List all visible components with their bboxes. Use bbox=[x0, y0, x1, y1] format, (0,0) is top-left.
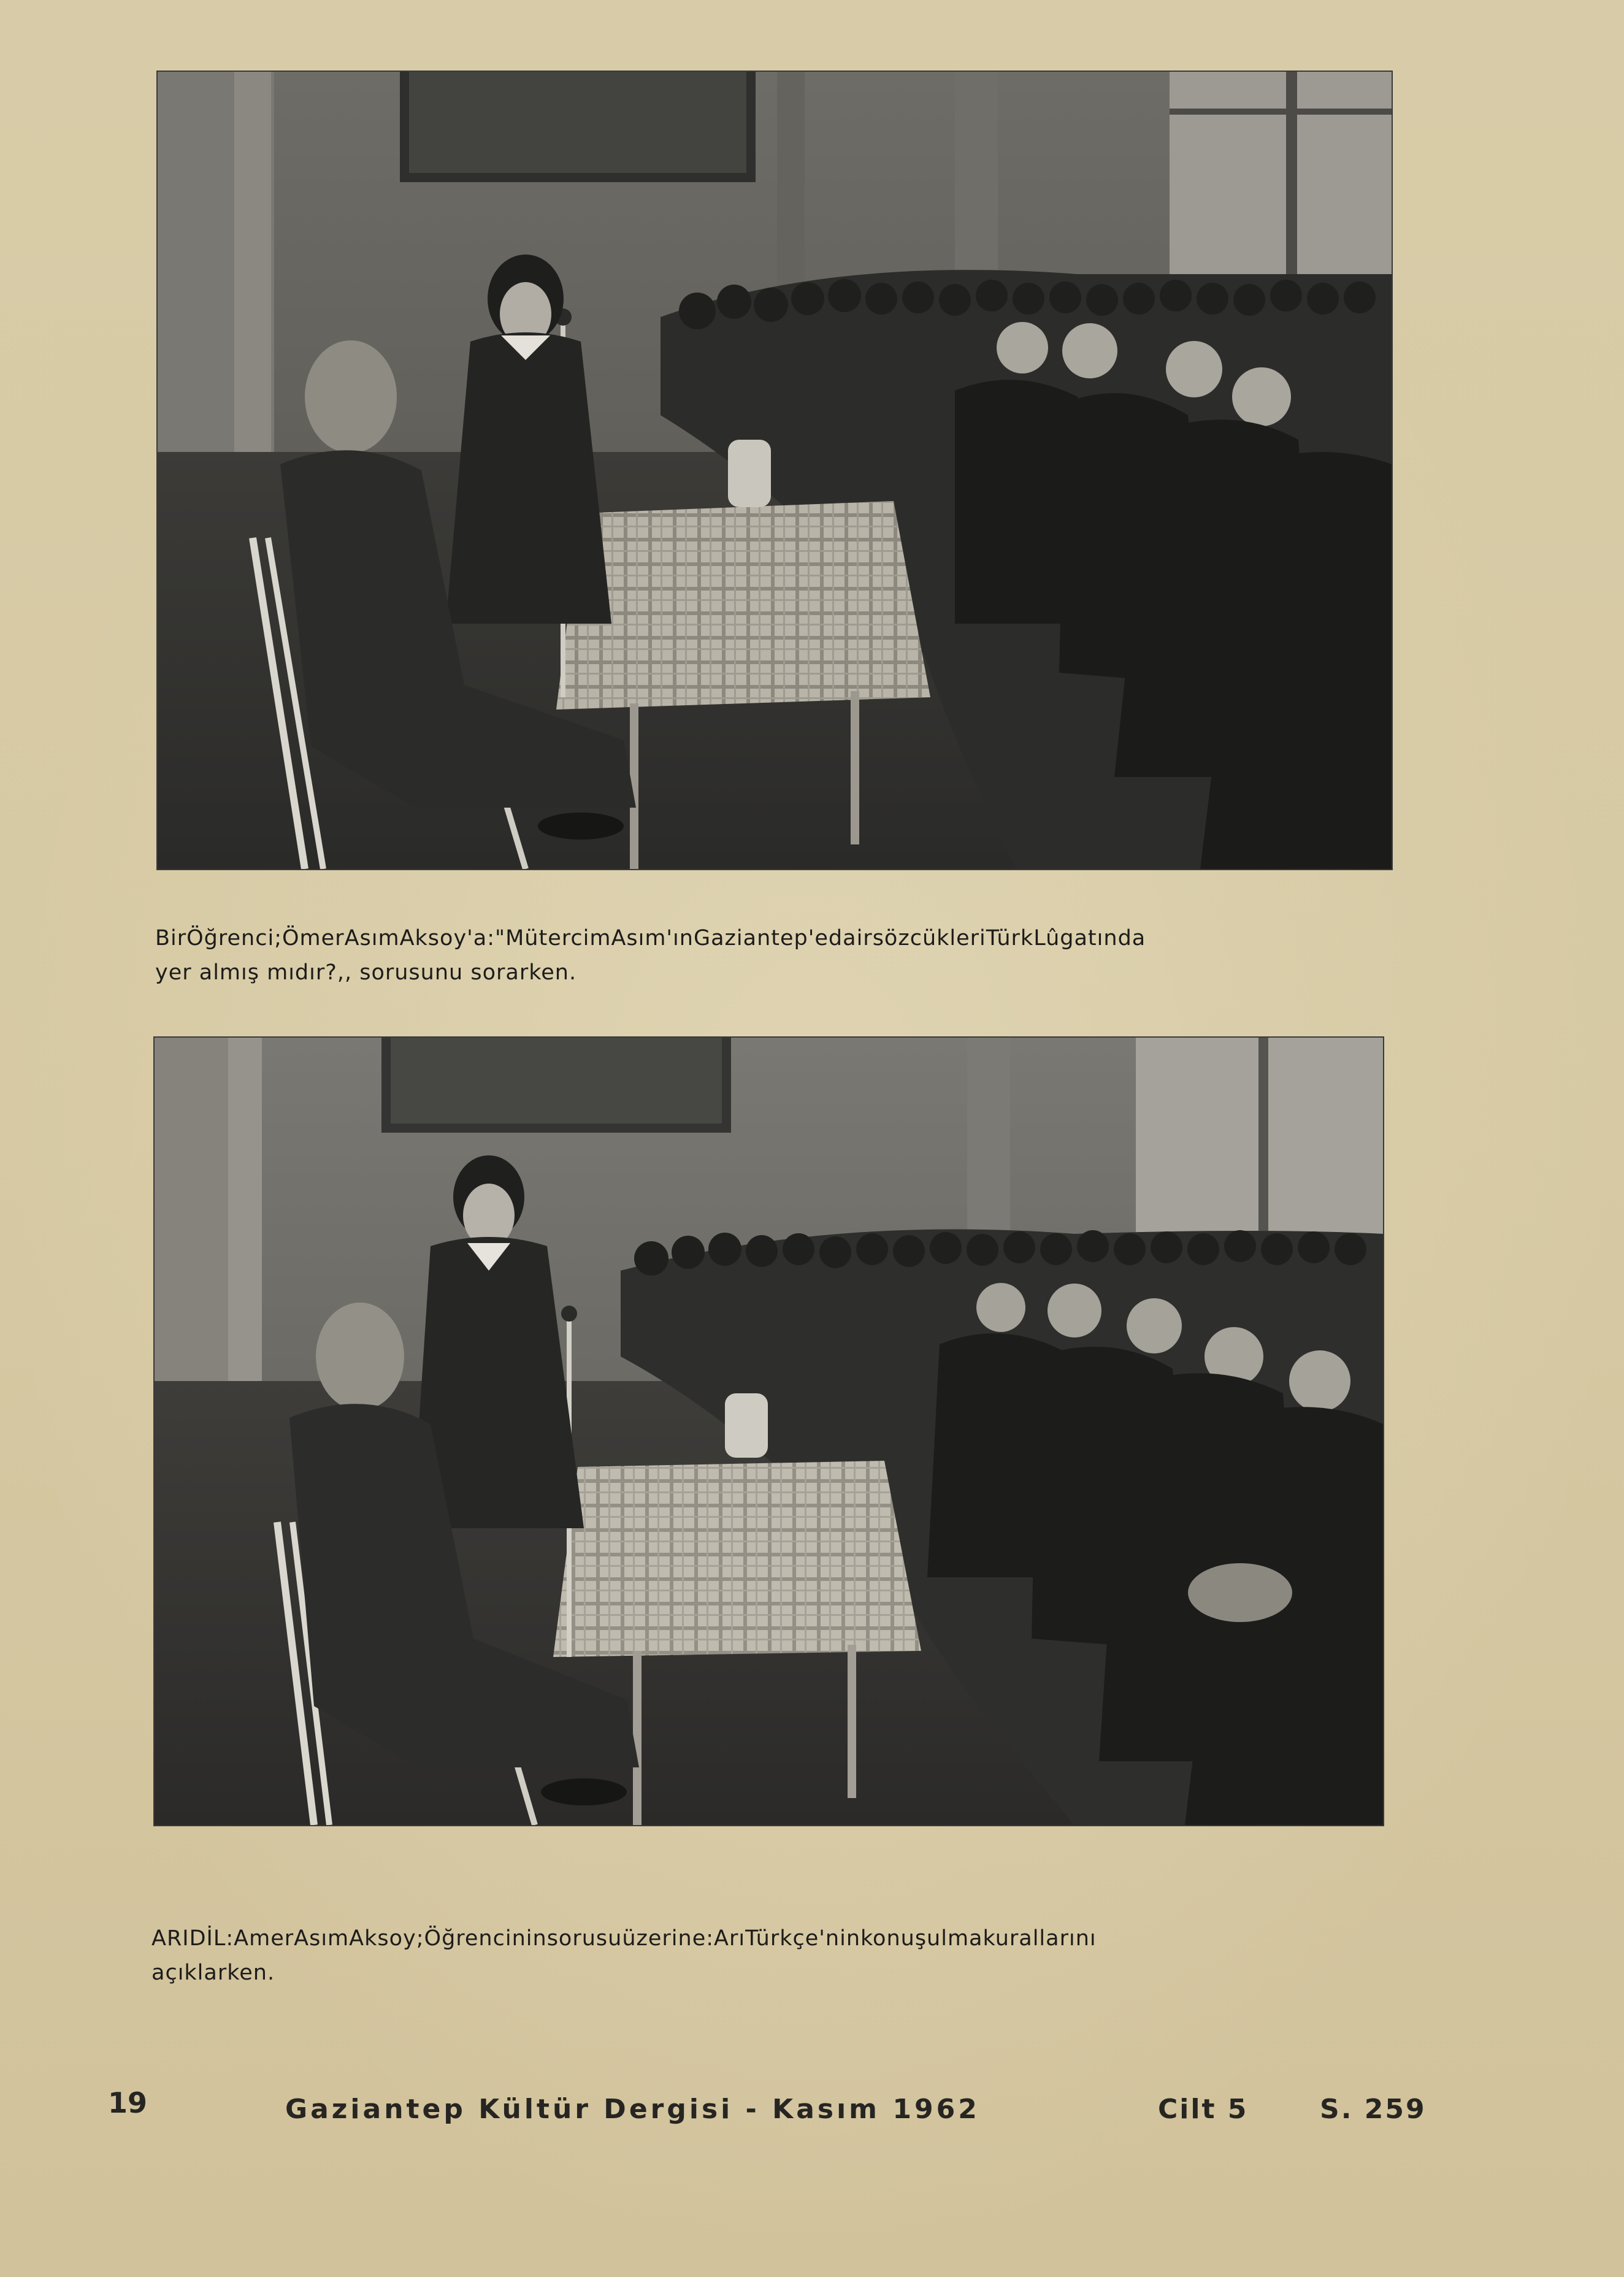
caption-word: Amer bbox=[234, 1926, 294, 1951]
caption-word: üzerine: bbox=[622, 1926, 714, 1951]
caption-word: Bir bbox=[155, 926, 187, 951]
photo-student-asking-image bbox=[158, 72, 1392, 869]
caption-line bbox=[155, 921, 1388, 955]
caption-word: kurallarını bbox=[982, 1926, 1097, 1951]
caption-line: açıklarken. bbox=[151, 1961, 275, 1985]
caption-word: konuşulma bbox=[860, 1926, 983, 1951]
caption-word: Asım'ın bbox=[611, 926, 694, 951]
caption-photo-aksoy-explaining bbox=[151, 1921, 1384, 1990]
caption-word: Türk bbox=[986, 926, 1034, 951]
caption-word: : bbox=[226, 1926, 234, 1951]
caption-line bbox=[151, 1921, 1384, 1956]
photo-aksoy-explaining bbox=[155, 1038, 1383, 1825]
caption-word: ARI bbox=[151, 1926, 190, 1951]
caption-word: Asım bbox=[344, 926, 400, 951]
page-number: 19 bbox=[108, 2086, 148, 2119]
issue-label: S. 259 bbox=[1320, 2094, 1427, 2125]
caption-word: sözcükleri bbox=[872, 926, 986, 951]
volume-label: Cilt 5 bbox=[1158, 2094, 1249, 2125]
caption-word: Öğrenci; bbox=[186, 926, 282, 951]
caption-word: Asım bbox=[294, 1926, 350, 1951]
caption-word: Arı bbox=[714, 1926, 746, 1951]
caption-word: Gaziantep'e bbox=[693, 926, 829, 951]
caption-word: Ömer bbox=[282, 926, 345, 951]
caption-word: Aksoy'a: bbox=[399, 926, 496, 951]
caption-word: Lûgatında bbox=[1033, 926, 1146, 951]
caption-word: Öğrencinin bbox=[424, 1926, 547, 1951]
photo-student-asking bbox=[158, 72, 1392, 869]
photo-aksoy-explaining-image bbox=[155, 1038, 1383, 1825]
caption-photo-student-asking bbox=[155, 921, 1388, 990]
caption-word: Türkçe'nin bbox=[745, 1926, 861, 1951]
caption-word: DİL bbox=[189, 1926, 226, 1951]
caption-word: Aksoy; bbox=[349, 1926, 424, 1951]
caption-word: dair bbox=[828, 926, 873, 951]
caption-word: sorusu bbox=[546, 1926, 622, 1951]
caption-line: yer almış mıdır?,, sorusunu sorarken. bbox=[155, 960, 577, 985]
magazine-title: Gaziantep Kültür Dergisi - Kasım 1962 bbox=[285, 2094, 980, 2125]
caption-word: "Mütercim bbox=[495, 926, 611, 951]
